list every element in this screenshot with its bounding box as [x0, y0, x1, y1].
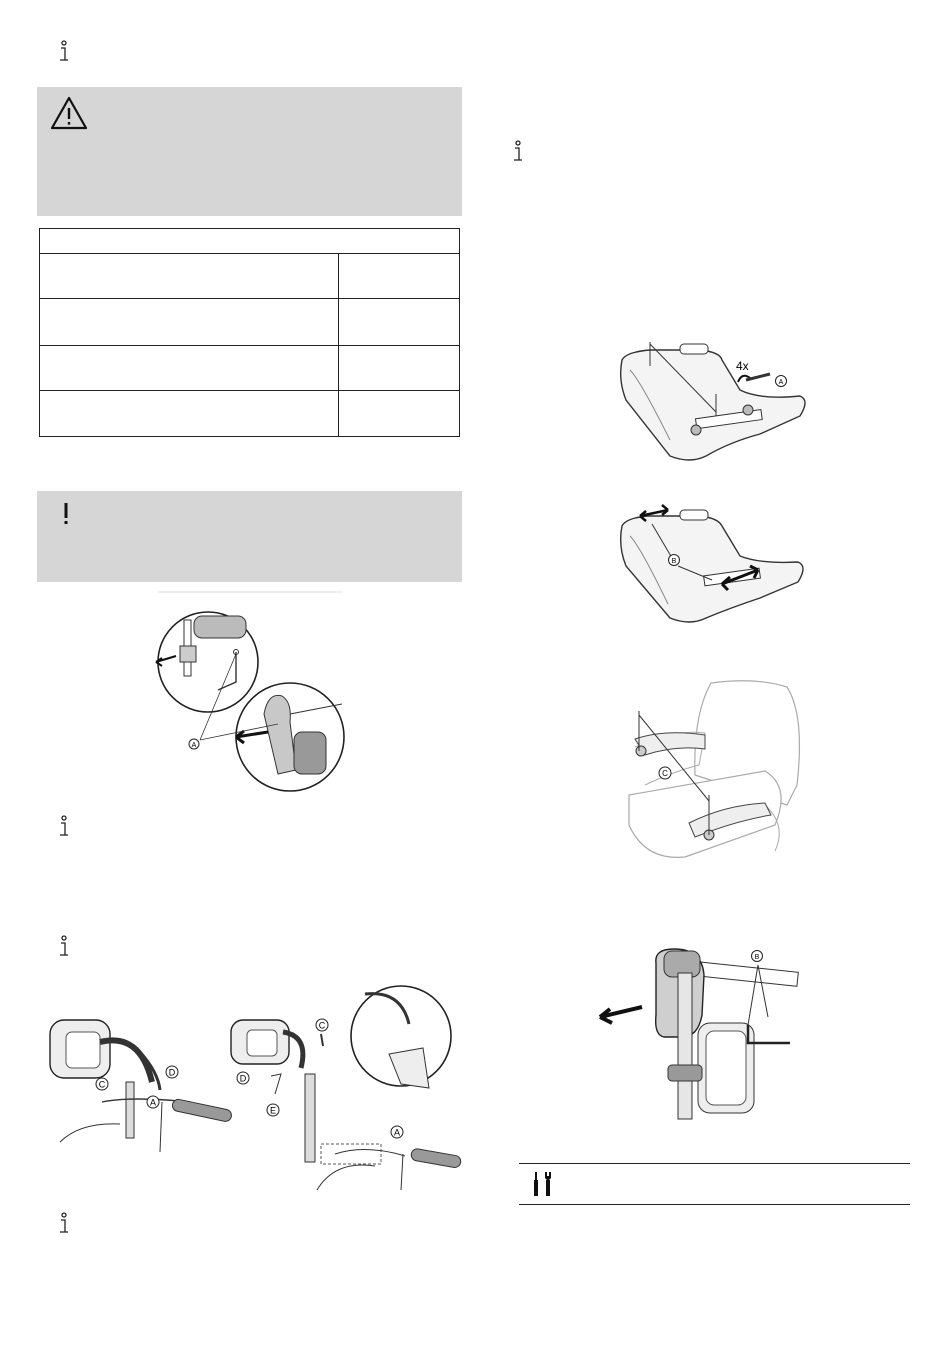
callout-letter: A [393, 1127, 401, 1138]
callout-letter: B [671, 558, 677, 565]
warning-box [37, 87, 462, 216]
info-icon [56, 1212, 72, 1236]
callout-letter: A [149, 1097, 157, 1108]
callout-letter: C [98, 1079, 106, 1090]
tray-on-armrests-illustration [615, 675, 815, 880]
exclamation-icon [61, 501, 71, 527]
callout-letter: D [168, 1067, 176, 1078]
tray-loosen-illustration [610, 330, 815, 465]
spec-table [39, 228, 460, 437]
callout-letter: A [191, 742, 197, 749]
info-icon [56, 40, 72, 64]
warning-triangle-icon [49, 95, 89, 131]
callout-letter: C [318, 1020, 326, 1031]
callout-letter: E [269, 1105, 277, 1116]
headrest-mount-illustration [40, 1012, 240, 1162]
table-row [40, 346, 460, 391]
headrest-removal-illustration [225, 984, 465, 1194]
info-icon [56, 935, 72, 959]
table-row [40, 299, 460, 346]
info-icon [56, 815, 72, 839]
release-handle-illustration [598, 945, 803, 1120]
callout-letter: A [778, 379, 784, 386]
lock-handle-illustration [150, 592, 350, 794]
repeat-count: 4x [736, 359, 749, 373]
table-header-row [40, 229, 460, 254]
tools-icon [530, 1170, 556, 1198]
callout-letter: B [754, 954, 760, 961]
table-row [40, 254, 460, 299]
table-row [40, 391, 460, 437]
tools-section-header [519, 1163, 910, 1205]
callout-letter: D [239, 1073, 247, 1084]
caution-box [37, 491, 462, 582]
info-icon [510, 140, 526, 164]
callout-letter: C [662, 769, 668, 778]
tray-adjust-illustration [612, 500, 816, 625]
